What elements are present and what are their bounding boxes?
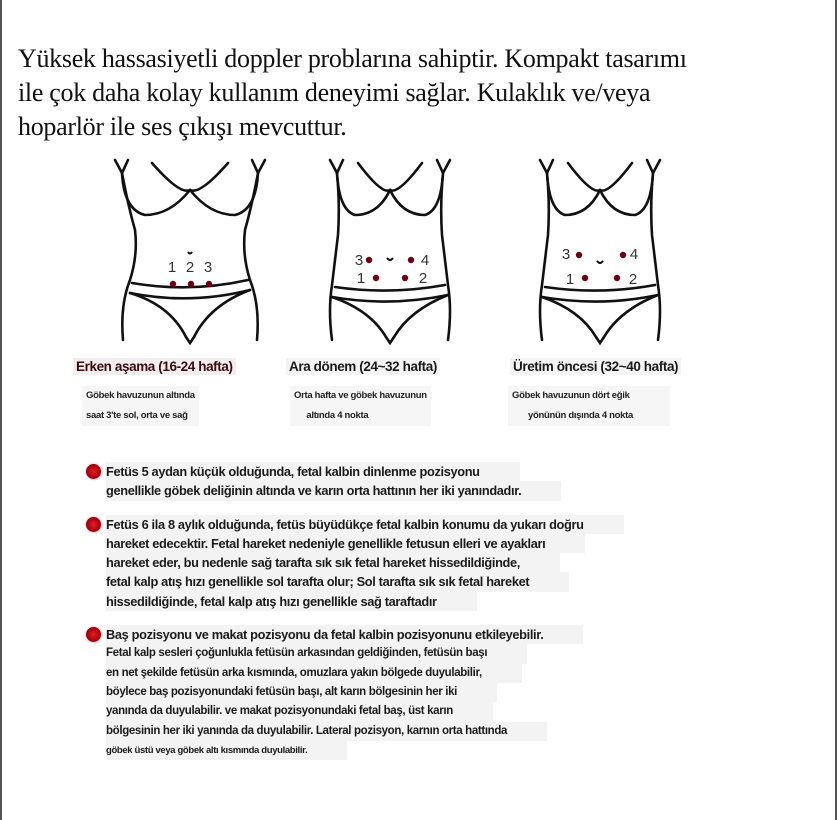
note-line: Fetüs 6 ila 8 aylık olduğunda, fetüs büyüdükçe fetal kalbin konumu da yukarı doğru	[106, 515, 624, 534]
stage-desc-mid	[290, 386, 431, 426]
svg-text:2: 2	[185, 259, 195, 276]
note-line: yanında da duyulabilir. ve makat pozisyonundaki fetal baş, üst karın	[106, 702, 493, 721]
note-line: bölgesinin her iki yanında da duyulabilir. Lateral pozisyon, karnın orta hattında	[106, 722, 547, 741]
note-line: böylece baş pozisyonundaki fetüsün başı, alt karın bölgesinin her iki	[106, 683, 497, 702]
svg-text:3: 3	[354, 252, 364, 269]
stage-desc-line: saat 3'te sol, orta ve sağ	[82, 406, 199, 426]
note-line: hareket edecektir. Fetal hareket nedeniyle genellikle fetusun elleri ve ayakları	[106, 534, 585, 553]
note-item	[86, 625, 726, 760]
body-figure-late-stage	[500, 155, 700, 345]
stage-desc-line: altında 4 nokta	[290, 406, 431, 426]
note-line: Fetüs 5 aydan küçük olduğunda, fetal kalbin dinlenme pozisyonu	[106, 462, 520, 481]
svg-text:1: 1	[167, 259, 177, 276]
note-item	[86, 462, 726, 501]
svg-text:2: 2	[418, 270, 428, 287]
note-line: fetal kalp atış hızı genellikle sol tarafta olur; Sol tarafta sık sık fetal hareket	[106, 572, 569, 591]
stage-desc-line: Göbek havuzunun altında	[82, 386, 199, 406]
svg-text:4: 4	[420, 252, 430, 269]
red-bullet-icon	[86, 517, 101, 532]
stage-label-mid: Ara dönem (24~32 hafta)	[286, 358, 440, 375]
svg-text:1: 1	[356, 270, 366, 287]
svg-text:1: 1	[565, 271, 575, 288]
stage-label-late: Üretim öncesi (32~40 hafta)	[510, 358, 681, 375]
note-line: Baş pozisyonu ve makat pozisyonu da fetal kalbin pozisyonunu etkileyebilir.	[106, 625, 583, 644]
torso-illustration-icon	[290, 155, 490, 345]
intro-line: Yüksek hassasiyetli doppler problarına sahiptir. Kompakt tasarımı	[18, 44, 687, 73]
notes-list	[86, 462, 726, 770]
stage-desc-line: Göbek havuzunun dört eğik	[508, 386, 670, 406]
intro-line: hoparlör ile ses çıkışı mevcuttur.	[18, 112, 347, 141]
red-bullet-icon	[86, 627, 101, 642]
frame-border-left	[0, 0, 2, 820]
intro-paragraph	[18, 42, 818, 144]
svg-text:2: 2	[628, 271, 638, 288]
intro-line: ile çok daha kolay kullanım deneyimi sağlar. Kulaklık ve/veya	[18, 78, 651, 107]
note-line: Fetal kalp sesleri çoğunlukla fetüsün arkasından geldiğinden, fetüsün başı	[106, 644, 527, 663]
note-line: genellikle göbek deliğinin altında ve karın orta hattının her iki yanındadır.	[106, 481, 561, 500]
svg-text:4: 4	[629, 246, 639, 263]
red-bullet-icon	[86, 464, 101, 479]
torso-illustration-icon	[90, 155, 290, 345]
stage-label-early: Erken aşama (16-24 hafta)	[73, 358, 236, 375]
svg-text:3: 3	[203, 259, 213, 276]
body-figure-early-stage	[90, 155, 290, 345]
stage-desc-early	[82, 386, 199, 426]
body-figure-mid-stage	[290, 155, 490, 345]
stage-desc-line: Orta hafta ve göbek havuzunun	[290, 386, 431, 406]
note-line: hissedildiğinde, fetal kalp atış hızı genellikle sağ taraftadır	[106, 592, 477, 611]
note-line: göbek üstü veya göbek altı kısmında duyulabilir.	[106, 741, 347, 760]
svg-text:3: 3	[561, 246, 571, 263]
note-line: en net şekilde fetüsün arka kısmında, omuzlara yakın bölgede duyulabilir,	[106, 664, 522, 683]
note-item	[86, 515, 726, 611]
stage-desc-line: yönünün dışında 4 nokta	[508, 406, 670, 426]
torso-illustration-icon	[500, 155, 700, 345]
note-line: hareket eder, bu nedenle sağ tarafta sık sık fetal hareket hissedildiğinde,	[106, 553, 560, 572]
stage-desc-late	[508, 386, 670, 426]
